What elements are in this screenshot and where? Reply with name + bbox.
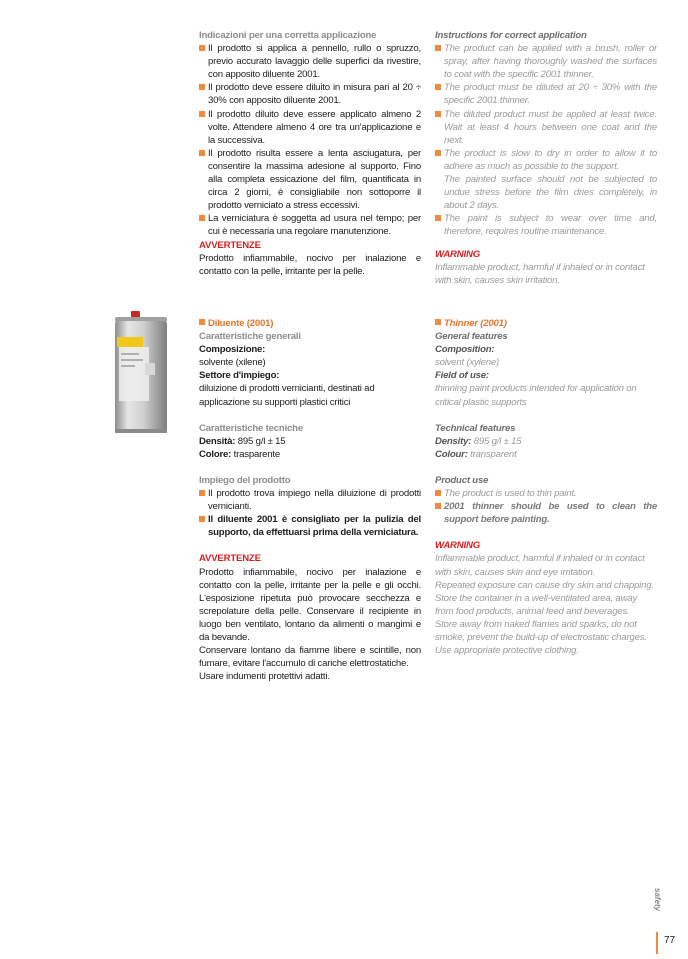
en-product-warning-p1: Inflammable product, harmful if inhaled or in contact with skin, causes skin and eye irritation. (435, 553, 645, 578)
bullet-square-icon (435, 111, 441, 117)
bullet-square-icon (199, 516, 205, 522)
it-field-label: Settore d'impiego: (199, 370, 280, 382)
en-composition-value: solvent (xylene) (435, 357, 499, 369)
bullet-square-icon (435, 503, 441, 509)
bullet-square-icon (435, 215, 441, 221)
it-product-warning-p1: Prodotto infiammabile, nocivo per inalazione e contatto con la pelle, irritante per la pelle e gli occhi. L'esposizione ripetuta può provocare secchezza e screpolature della pelle. Conservare il recipiente in luogo ben ventilato, lontano da alimenti o mangimi e da bevande. (199, 566, 421, 643)
en-product-warning-p3: Store the container in a well-ventilated area, away from food products, animal feed and beverages. (435, 592, 638, 617)
section-tab-label: safety (653, 888, 662, 912)
it-product-warning-title: AVVERTENZE (199, 553, 261, 565)
it-density: Densità: 895 g/l ± 15 (199, 435, 286, 447)
list-item: The paint is subject to wear over time and, therefore, requires routine maintenance. (435, 212, 657, 238)
en-color: Colour: transparent (435, 448, 517, 460)
it-instructions-list (199, 42, 421, 238)
en-extra-para: The painted surface should not be subjected to undue stress before the film dries completely, in about 2 days. (444, 174, 657, 212)
en-instructions-list (435, 42, 657, 238)
it-product-warning-p3: Usare indumenti protettivi adatti. (199, 671, 330, 683)
en-product-warning-p2: Repeated exposure can cause dry skin and chapping. (435, 579, 654, 591)
en-tech-title: Technical features (435, 422, 516, 434)
it-color: Colore: trasparente (199, 448, 280, 460)
en-warning-title: WARNING (435, 249, 480, 260)
it-field-value: diluizione di prodotti vernicianti, destinati ad applicazione su supporti plastici critici (199, 383, 375, 408)
list-item: Il prodotto trova impiego nella diluizione di prodotti vernicianti. (199, 487, 421, 513)
bullet-square-icon (199, 84, 205, 90)
list-item: The product must be diluted at 20 ÷ 30% with the specific 2001 thinner. (435, 81, 657, 107)
bullet-square-icon (435, 319, 441, 325)
en-product-warning-title: WARNING (435, 540, 480, 552)
en-use-list (435, 487, 657, 526)
bullet-square-icon (199, 150, 205, 156)
en-product-warning-p5: Use appropriate protective clothing. (435, 645, 579, 657)
it-warning-title: AVVERTENZE (199, 239, 261, 251)
list-item: The product is used to thin paint. (435, 487, 657, 500)
list-item: Il diluente 2001 è consigliato per la pulizia del supporto, da effettuarsi prima della verniciatura. (199, 513, 421, 539)
en-composition-label: Composition: (435, 344, 495, 356)
bullet-square-icon (199, 111, 205, 117)
bullet-square-icon (435, 84, 441, 90)
bullet-square-icon (199, 319, 205, 325)
it-composition-value: solvente (xilene) (199, 357, 266, 369)
en-product-block (435, 317, 657, 657)
en-warning-top-block (435, 248, 657, 287)
list-item: La verniciatura è soggetta ad usura nel tempo; per cui è necessaria una regolare manutenzione. (199, 212, 421, 238)
en-general-title: General features (435, 331, 508, 343)
en-product-warning-p4: Store away from naked flames and sparks, do not smoke, prevent the build-up of electrostatic charges. (435, 618, 647, 643)
en-instructions-heading: Instructions for correct application (435, 30, 587, 41)
list-item: 2001 thinner should be used to clean the support before painting. (435, 500, 657, 526)
bullet-square-icon (435, 150, 441, 156)
bullet-square-icon (199, 215, 205, 221)
bullet-square-icon (435, 45, 441, 51)
it-product-block (199, 317, 421, 683)
list-item: Il prodotto deve essere diluito in misura pari al 20 ÷ 30% con apposito diluente 2001. (199, 81, 421, 107)
it-warning-text: Prodotto infiammabile, nocivo per inalazione e contatto con la pelle, irritante per la pelle. (199, 252, 421, 277)
page-number-bar (656, 932, 658, 954)
en-product-name: Thinner (2001) (435, 317, 657, 330)
en-field-label: Field of use: (435, 370, 489, 382)
en-use-title: Product use (435, 474, 489, 486)
it-product-warning-p2: Conservare lontano da fiamme libere e scintille, non fumare, evitare l'accumulo di cariche elettrostatiche. (199, 645, 421, 670)
it-use-list (199, 487, 421, 539)
it-general-title: Caratteristiche generali (199, 331, 301, 343)
bullet-square-icon (435, 490, 441, 496)
en-instructions-block (435, 29, 657, 239)
list-item: Il prodotto diluito deve essere applicato almeno 2 volte. Attendere almeno 4 ore tra un'applicazione e la successiva. (199, 108, 421, 147)
it-instructions-heading: Indicazioni per una corretta applicazione (199, 30, 377, 41)
it-use-title: Impiego del prodotto (199, 474, 291, 486)
it-tech-title: Caratteristiche tecniche (199, 422, 303, 434)
list-item: Il prodotto si applica a pennello, rullo o spruzzo, previo accurato lavaggio delle superfici da rivestire, con apposito diluente 2001. (199, 42, 421, 81)
it-instructions-block (199, 29, 421, 278)
list-item: The product can be applied with a brush, roller or spray, after having thoroughly washed the surfaces to coat with the specific 2001 thinner. (435, 42, 657, 81)
list-item: Il prodotto risulta essere a lenta asciugatura, per consentire la massima adesione al supporto. Fino alla completa essicazione del film, quantificata in circa 2 giorni, è consigliabile non sottoporre il prodotto verniciato a stress eccessivi. (199, 147, 421, 212)
it-product-name: Diluente (2001) (199, 317, 421, 330)
it-composition-label: Composizione: (199, 344, 266, 356)
en-warning-text: Inflammable product, harmful if inhaled or in contact with skin, causes skin irritation. (435, 262, 645, 287)
list-item: The product is slow to dry in order to allow it to adhere as much as possible to the support. The painted surface should not be subjected to undue stress before the film dries completely, in about 2 days. (435, 147, 657, 212)
thinner-can-image (111, 311, 171, 435)
page-number: 77 (664, 935, 676, 946)
en-field-value: thinning paint products intended for application on critical plastic supports (435, 383, 637, 408)
list-item: The diluted product must be applied at least twice. Wait at least 4 hours between one coat and the next. (435, 108, 657, 147)
bullet-square-icon (199, 45, 205, 51)
bullet-square-icon (199, 490, 205, 496)
en-density: Density: 895 g/l ± 15 (435, 435, 522, 447)
